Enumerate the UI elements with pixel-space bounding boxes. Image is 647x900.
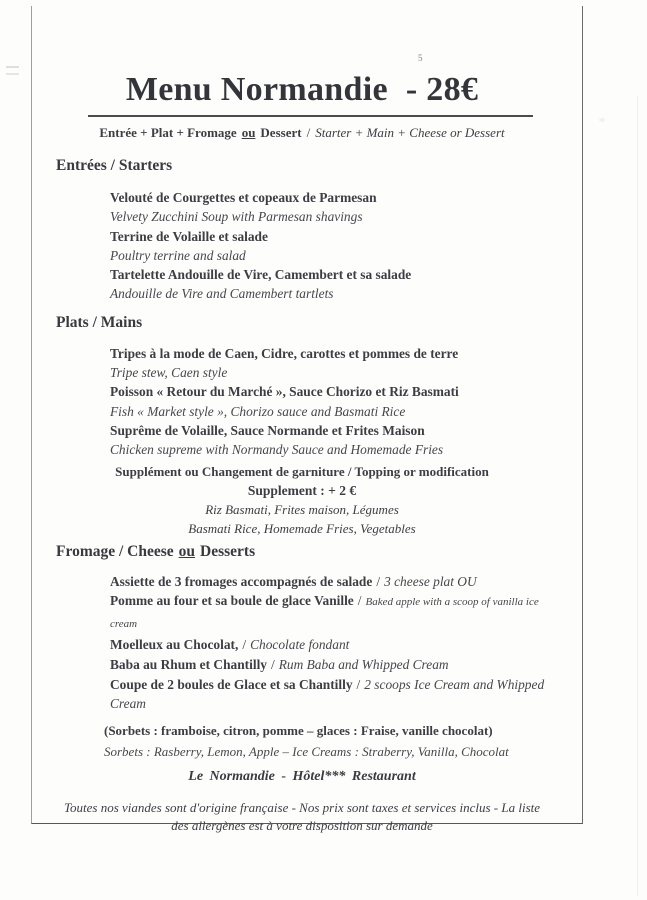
supplement-line-3: Riz Basmati, Frites maison, Légumes	[205, 501, 399, 517]
menu-formula	[56, 125, 548, 141]
page-title	[56, 70, 548, 110]
menu-item	[110, 591, 548, 635]
slash-separator: /	[356, 676, 361, 692]
footer-line-2: des allergènes est à votre disposition sur demande	[171, 817, 433, 833]
section-heading-desserts	[56, 543, 548, 561]
scan-smudge	[599, 118, 605, 122]
formula-fr-part1: Entrée + Plat + Fromage	[99, 125, 237, 140]
scan-speck: 5	[418, 53, 423, 63]
sorbet-note-fr: (Sorbets : framboise, citron, pomme – glaces : Fraise, vanille chocolat)	[104, 723, 493, 739]
footer-line-1: Toutes nos viandes sont d'origine française - Nos prix sont taxes et services inclus - La liste	[63, 800, 541, 816]
dish-name-en: Tripe stew, Caen style	[110, 365, 228, 381]
formula-slash: /	[306, 125, 311, 140]
menu-item	[110, 421, 548, 460]
dish-name-en: 2 scoops Ice Cream and Whipped Cream	[110, 676, 545, 712]
dish-name-en: Andouille de Vire and Camembert tartlets	[110, 286, 334, 302]
footer-note	[56, 799, 548, 834]
menu-content	[56, 56, 548, 834]
formula-ou-underlined: ou	[241, 125, 256, 140]
menu-item	[110, 265, 548, 304]
sorbet-note	[104, 721, 548, 762]
dish-name-en: Poultry terrine and salad	[110, 247, 246, 263]
supplement-line-1: Supplément ou Changement de garniture / Topping or modification	[115, 463, 489, 479]
dish-name-fr: Poisson « Retour du Marché », Sauce Chorizo et Riz Basmati	[110, 384, 459, 400]
dish-name-fr: Tripes à la mode de Caen, Cidre, carottes et pommes de terre	[110, 345, 459, 361]
dish-name-en: 3 cheese plat OU	[384, 573, 477, 589]
dish-name-en: Fish « Market style », Chorizo sauce and Basmati Rice	[110, 403, 406, 419]
desserts-list	[110, 572, 548, 715]
mains-list	[110, 344, 548, 460]
scan-edge-line	[637, 96, 638, 896]
slash-separator: /	[357, 593, 362, 609]
desserts-heading-part1: Fromage / Cheese	[56, 542, 174, 560]
dish-name-en: Velvety Zucchini Soup with Parmesan shavings	[110, 209, 363, 225]
menu-title-text: Menu Normandie	[125, 71, 388, 108]
menu-item	[110, 635, 548, 655]
restaurant-signature: Le Normandie - Hôtel*** Restaurant	[188, 769, 416, 785]
dish-name-fr: Assiette de 3 fromages accompagnés de salade	[110, 573, 373, 589]
dish-name-en: Baked apple with a scoop of vanilla ice cream	[110, 596, 539, 631]
title-underline-rule	[88, 115, 533, 117]
dish-name-fr: Baba au Rhum et Chantilly	[110, 656, 267, 672]
menu-item	[110, 382, 548, 421]
section-heading-mains: Plats / Mains	[56, 313, 143, 331]
supplement-line-2: Supplement : + 2 €	[247, 482, 357, 498]
slash-separator: /	[376, 573, 381, 589]
dish-name-fr: Terrine de Volaille et salade	[110, 228, 268, 244]
menu-price: - 28€	[405, 71, 479, 108]
sorbet-note-en: Sorbets : Rasberry, Lemon, Apple – Ice Creams : Straberry, Vanilla, Chocolat	[104, 743, 509, 759]
desserts-heading-ou-underlined: ou	[178, 542, 196, 560]
starters-list	[110, 188, 548, 304]
formula-en: Starter + Main + Cheese or Dessert	[315, 125, 505, 140]
dish-name-fr: Suprême de Volaille, Sauce Normande et Frites Maison	[110, 422, 425, 438]
desserts-heading-part2: Desserts	[200, 542, 256, 560]
dish-name-fr: Coupe de 2 boules de Glace et sa Chantilly	[110, 676, 353, 692]
section-heading-starters: Entrées / Starters	[56, 157, 173, 174]
dish-name-en: Chicken supreme with Normandy Sauce and Homemade Fries	[110, 442, 444, 458]
menu-item	[110, 655, 548, 675]
slash-separator: /	[242, 636, 247, 652]
dish-name-en: Chocolate fondant	[250, 636, 350, 652]
supplement-line-4: Basmati Rice, Homemade Fries, Vegetables	[188, 520, 416, 536]
dish-name-fr: Tartelette Andouille de Vire, Camembert et sa salade	[110, 267, 412, 283]
menu-item	[110, 572, 548, 592]
menu-item	[110, 344, 548, 383]
menu-item	[110, 188, 548, 227]
dish-name-fr: Pomme au four et sa boule de glace Vanille	[110, 593, 354, 609]
scan-smudge	[6, 66, 19, 68]
slash-separator: /	[271, 656, 275, 672]
formula-fr-part2: Dessert	[260, 125, 302, 140]
dish-name-fr: Moelleux au Chocolat,	[110, 636, 239, 652]
dish-name-en: Rum Baba and Whipped Cream	[278, 656, 449, 672]
menu-item	[110, 227, 548, 266]
menu-item	[110, 675, 548, 715]
supplement-note	[56, 462, 548, 538]
dish-name-fr: Velouté de Courgettes et copeaux de Parmesan	[110, 190, 377, 205]
